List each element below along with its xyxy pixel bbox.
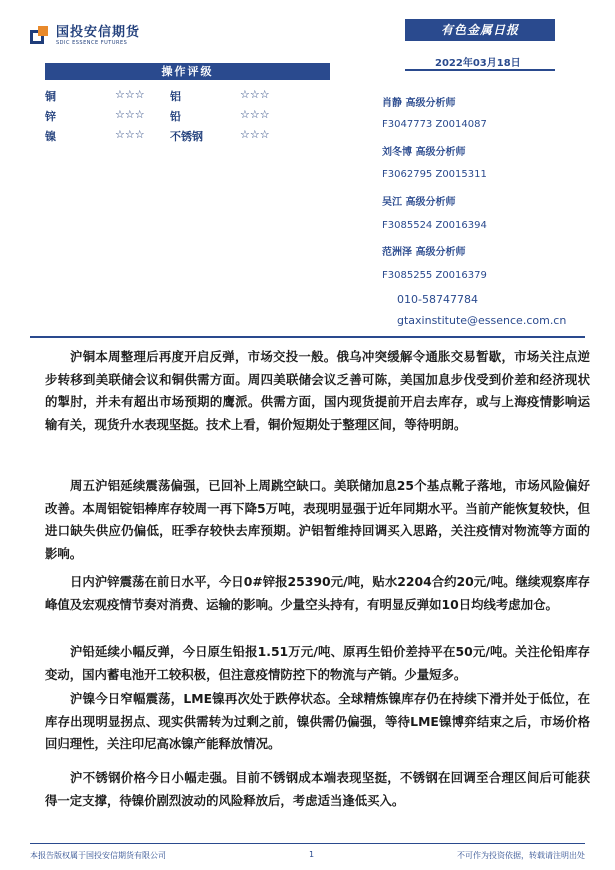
footer-copyright: 本报告版权属于国投安信期货有限公司 [30, 851, 166, 860]
header-divider [405, 69, 555, 71]
rating-stars: ☆☆☆ [115, 108, 145, 121]
analyst-name: 范洲泽 高级分析师 [382, 247, 466, 258]
rating-stars: ☆☆☆ [115, 88, 145, 101]
report-date: 2022年03月18日 [435, 58, 521, 69]
metal-name: 不锈钢 [170, 130, 203, 143]
analyst-license: F3047773 Z0014087 [382, 119, 487, 130]
section-divider [30, 336, 585, 338]
paragraph-aluminum: 周五沪铝延续震荡偏强，已回补上周跳空缺口。美联储加息25个基点靴子落地，市场风险偏好改善。本周铝锭铝棒库存较周一再下降5万吨，表现明显强于近年同期水平。当前产能恢复较快，但进口缺失供应仍偏低，旺季存较快去库预期。沪铝暂维持回调买入思路，关注疫情对物流等方面的影响。 [45, 478, 590, 561]
metal-name: 铜 [45, 90, 56, 103]
analyst-license: F3085255 Z0016379 [382, 270, 487, 281]
page-number: 1 [309, 850, 315, 859]
paragraph-lead: 沪铅延续小幅反弹，今日原生铅报1.51万元/吨、原再生铅价差持平在50元/吨。关注伦铅库存变动，国内蓄电池开工较积极，但注意疫情防控下的物流与产销。少量短多。 [45, 644, 590, 682]
rating-stars: ☆☆☆ [240, 108, 270, 121]
logo-name-en: SDIC ESSENCE FUTURES [56, 40, 128, 46]
logo-name-cn: 国投安信期货 [56, 25, 141, 40]
logo-mark-icon [30, 26, 50, 46]
analyst-name: 刘冬博 高级分析师 [382, 147, 466, 158]
contact-phone: 010-58747784 [397, 293, 478, 306]
analyst-name: 吴江 高级分析师 [382, 197, 456, 208]
analyst-license: F3062795 Z0015311 [382, 169, 487, 180]
paragraph-copper: 沪铜本周整理后再度开启反弹，市场交投一般。俄乌冲突缓解令通胀交易暂歇，市场关注点逆步转移到美联储会议和铜供需方面。周四美联储会议乏善可陈，美国加息步伐受到价差和经济现状的掣肘，并未有超出市场预期的鹰派。供需方面，国内现货提前开启去库存，或与上海疫情影响运输有关，现货升水表现坚挺。技术上看，铜价短期处于整理区间，等待明朗。 [45, 349, 590, 432]
rating-stars: ☆☆☆ [240, 128, 270, 141]
rating-stars: ☆☆☆ [240, 88, 270, 101]
metal-name: 铅 [170, 110, 181, 123]
paragraph-zinc: 日内沪锌震荡在前日水平，今日0#锌报25390元/吨，贴水2204合约20元/吨。继续观察库存峰值及宏观疫情节奏对消费、运输的影响。少量空头持有，有明显反弹如10日均线考虑加仓。 [45, 574, 590, 612]
analyst-name: 肖静 高级分析师 [382, 98, 456, 109]
metal-name: 铝 [170, 90, 181, 103]
footer-disclaimer: 不可作为投资依据，转载请注明出处 [457, 851, 585, 860]
report-type-banner: 有色金属日报 [405, 19, 555, 41]
rating-title-bar: 操作评级 [45, 63, 330, 80]
analyst-license: F3085524 Z0016394 [382, 220, 487, 231]
paragraph-nickel: 沪镍今日窄幅震荡，LME镍再次处于跌停状态。全球精炼镍库存仍在持续下滑并处于低位，在库存出现明显拐点、现实供需转为过剩之前，镍供需仍偏强，等待LME镍博弈结束之后，市场价格回归理性，关注印尼高冰镍产能释放情况。 [45, 691, 590, 751]
company-logo [30, 26, 140, 46]
metal-name: 镍 [45, 130, 56, 143]
footer-divider [30, 843, 585, 844]
rating-stars: ☆☆☆ [115, 128, 145, 141]
metal-name: 锌 [45, 110, 56, 123]
contact-email[interactable]: gtaxinstitute@essence.com.cn [397, 314, 567, 327]
paragraph-stainless: 沪不锈钢价格今日小幅走强。目前不锈钢成本端表现坚挺，不锈钢在回调至合理区间后可能获得一定支撑，待镍价剧烈波动的风险释放后，考虑适当逢低买入。 [45, 770, 590, 808]
